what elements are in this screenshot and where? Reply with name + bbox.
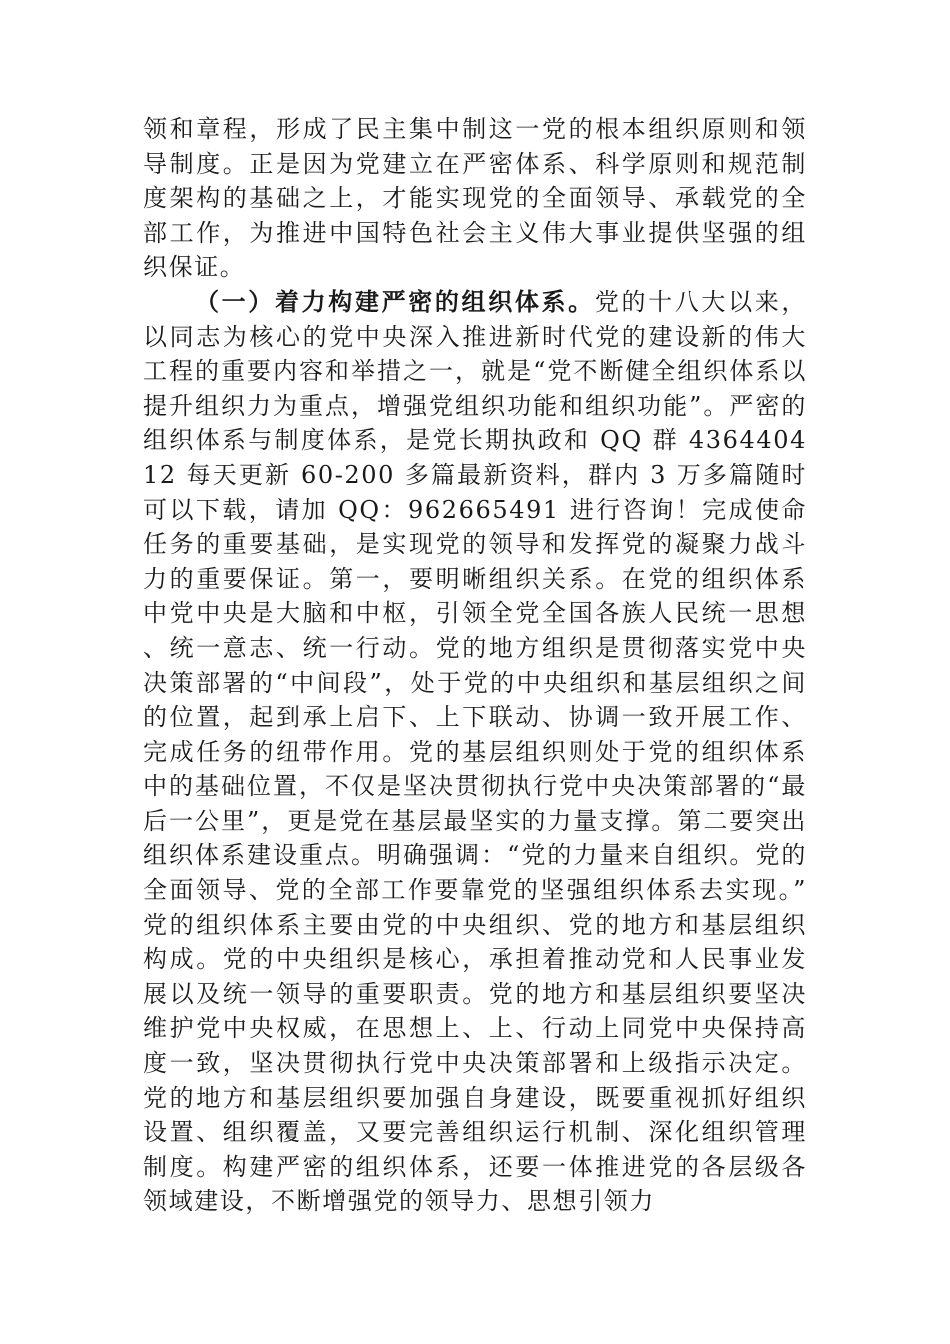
section-heading: （一）着力构建严密的组织体系。 — [195, 286, 595, 316]
document-page — [143, 112, 807, 1219]
paragraph-text: 党的十八大以来，以同志为核心的党中央深入推进新时代党的建设新的伟大工程的重要内容和举措之一，就是“党不断健全组织体系以提升组织力为重点，增强党组织功能和组织功能”。严密的组织体系与制度体系，是党长期执政和 QQ 群 436440412 每天更新 60-200 多篇最新资料，群内 3 万多篇随时可以下载，请加 QQ：962665491 进行咨询！完成使命任务的重要基础，是实现党的领导和发挥党的凝聚力战斗力的重要保证。第一，要明晰组织关系。在党的组织体系中党中央是大脑和中枢，引领全党全国各族人民统一思想、统一意志、统一行动。党的地方组织是贯彻落实党中央决策部署的“中间段”，处于党的中央组织和基层组织之间的位置，起到承上启下、上下联动、协调一致开展工作、完成任务的纽带作用。党的基层组织则处于党的组织体系中的基础位置，不仅是坚决贯彻执行党中央决策部署的“最后一公里”，更是党在基层最坚实的力量支撑。第二要突出组织体系建设重点。明确强调：“党的力量来自组织。党的全面领导、党的全部工作要靠党的坚强组织体系去实现。”党的组织体系主要由党的中央组织、党的地方和基层组织构成。党的中央组织是核心，承担着推动党和人民事业发展以及统一领导的重要职责。党的地方和基层组织要坚决维护党中央权威，在思想上、上、行动上同党中央保持高度一致，坚决贯彻执行党中央决策部署和上级指示决定。党的地方和基层组织要加强自身建设，既要重视抓好组织设置、组织覆盖，又要完善组织运行机制、深化组织管理制度。构建严密的组织体系，还要一体推进党的各层级各领域建设，不断增强党的领导力、思想引领力 — [143, 287, 807, 1216]
paragraph-organization-system — [143, 285, 807, 1219]
paragraph-continuation — [143, 112, 807, 285]
paragraph-text: 领和章程，形成了民主集中制这一党的根本组织原则和领导制度。正是因为党建立在严密体系、科学原则和规范制度架构的基础之上，才能实现党的全面领导、承载党的全部工作，为推进中国特色社会主义伟大事业提供坚强的组织保证。 — [143, 115, 807, 282]
